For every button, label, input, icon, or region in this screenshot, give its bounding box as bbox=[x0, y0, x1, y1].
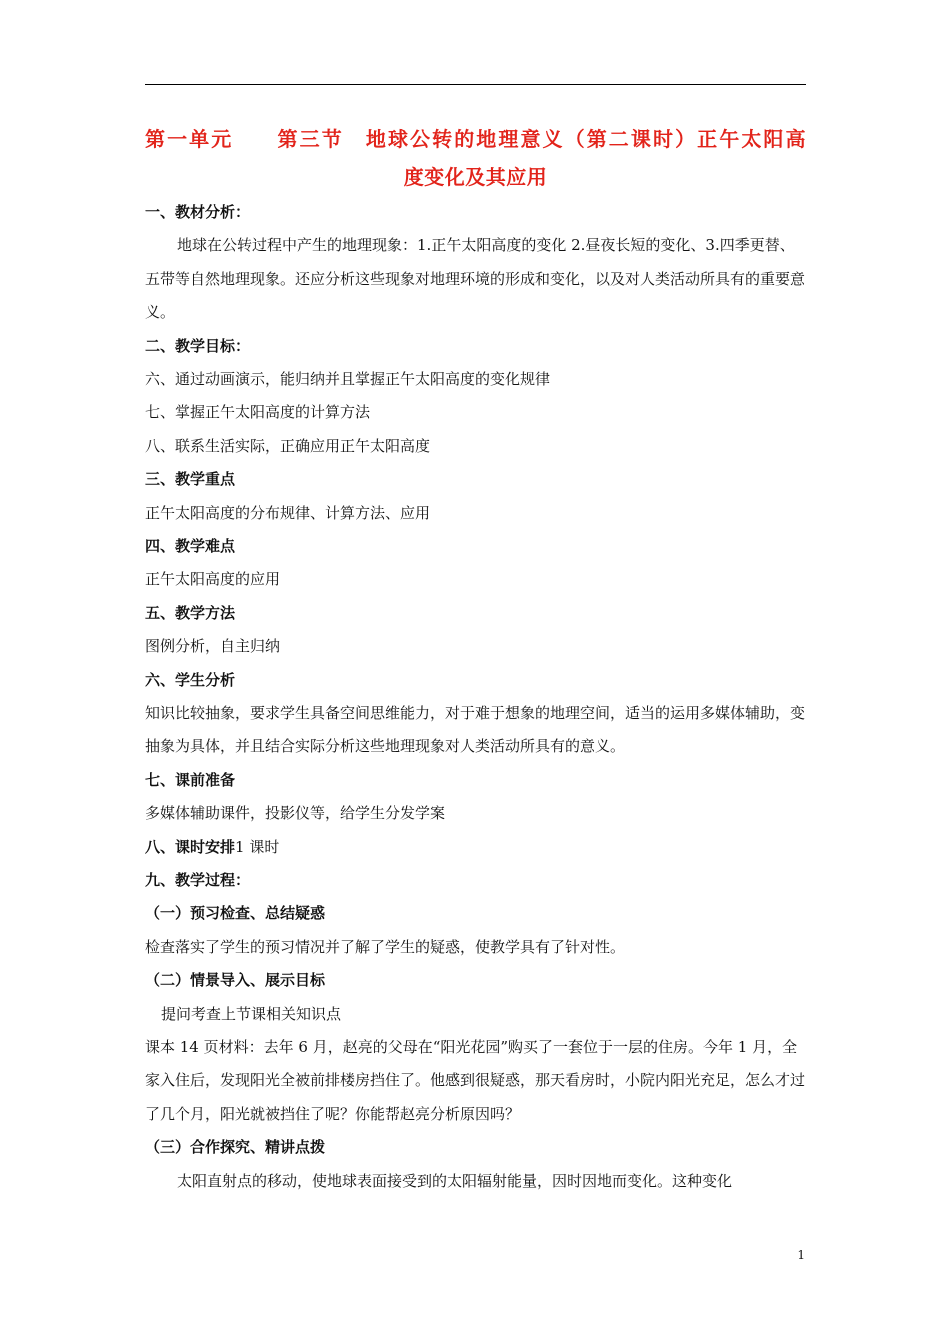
introduction-text-1: 提问考查上节课相关知识点 bbox=[161, 1004, 342, 1023]
schedule-value: 1 课时 bbox=[235, 837, 280, 856]
page-number: 1 bbox=[797, 1248, 805, 1262]
header-rule bbox=[145, 84, 806, 85]
section-heading-methods: 五、教学方法 bbox=[145, 603, 236, 622]
title-line-1: 第一单元 第三节 地球公转的地理意义（第二课时）正午太阳高 bbox=[145, 127, 806, 151]
section-heading-difficulties: 四、教学难点 bbox=[145, 537, 236, 556]
title-line-2: 度变化及其应用 bbox=[403, 165, 548, 189]
objective-item-1: 六、通过动画演示，能归纳并且掌握正午太阳高度的变化规律 bbox=[145, 370, 551, 388]
document-body bbox=[145, 196, 808, 1198]
exploration-text: 太阳直射点的移动，使地球表面接受到的太阳辐射能量，因时因地而变化。这种变化 bbox=[177, 1171, 733, 1190]
document-title bbox=[145, 120, 806, 196]
objective-item-3: 八、联系生活实际，正确应用正午太阳高度 bbox=[145, 436, 431, 455]
subsection-heading-introduction: （二）情景导入、展示目标 bbox=[145, 971, 326, 990]
introduction-text-2: 课本 14 页材料：去年 6 月，赵亮的父母在“阳光花园”购买了一套位于一层的住房。今年 1 月，全家入住后，发现阳光全被前排楼房挡住了。他感到很疑惑，那天看房时，小院内阳光充足，怎么才过了几个月，阳光就被挡住了呢？你能帮赵亮分析原因吗？ bbox=[145, 1037, 806, 1123]
schedule-heading-label: 八、课时安排 bbox=[145, 837, 236, 856]
analysis-paragraph: 地球在公转过程中产生的地理现象：1.正午太阳高度的变化 2.昼夜长短的变化、3.四季更替、五带等自然地理现象。还应分析这些现象对地理环境的形成和变化，以及对人类活动所具有的重要意义。 bbox=[145, 236, 806, 322]
methods-text: 图例分析，自主归纳 bbox=[145, 637, 281, 656]
section-heading-students: 六、学生分析 bbox=[145, 670, 236, 689]
difficulties-text: 正午太阳高度的应用 bbox=[145, 570, 281, 589]
key-points-text: 正午太阳高度的分布规律、计算方法、应用 bbox=[145, 503, 431, 522]
subsection-heading-exploration: （三）合作探究、精讲点拨 bbox=[145, 1138, 326, 1157]
section-heading-key-points: 三、教学重点 bbox=[145, 470, 236, 489]
students-text: 知识比较抽象，要求学生具备空间思维能力，对于难于想象的地理空间，适当的运用多媒体辅助，变抽象为具体，并且结合实际分析这些地理现象对人类活动所具有的意义。 bbox=[145, 704, 806, 756]
preparation-text: 多媒体辅助课件，投影仪等，给学生分发学案 bbox=[145, 804, 446, 823]
section-heading-process: 九、教学过程： bbox=[145, 871, 251, 889]
section-heading-schedule bbox=[145, 831, 808, 864]
objective-item-2: 七、掌握正午太阳高度的计算方法 bbox=[145, 403, 371, 422]
subsection-heading-preview: （一）预习检查、总结疑惑 bbox=[145, 904, 326, 923]
section-heading-objectives: 二、教学目标： bbox=[145, 336, 251, 355]
preview-text: 检查落实了学生的预习情况并了解了学生的疑惑，使教学具有了针对性。 bbox=[145, 937, 626, 956]
section-heading-analysis: 一、教材分析： bbox=[145, 203, 251, 221]
section-heading-preparation: 七、课前准备 bbox=[145, 770, 236, 789]
